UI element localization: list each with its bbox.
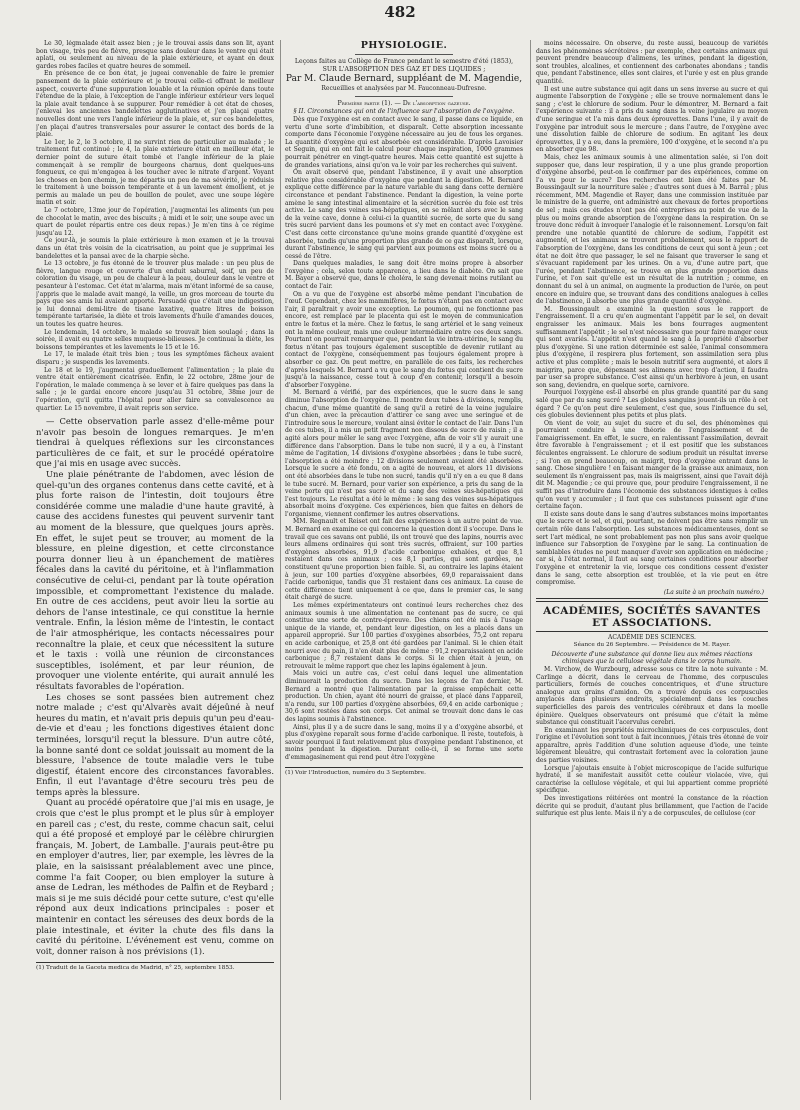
title-rule — [355, 54, 453, 55]
body-paragraph: En présence de ce bon état, je jugeai convenable de faire le premier pansement de la plaie extérieure et je trouvai celle-ci offrant le meilleur aspect, couverte d'une suppuration louable et la réunion opérée dans toute l'étendue de la plaie, à l'exception de l'angle inférieur extérieur vers lequel la plaie avait tendance à se suppurer. Pour remédier à cet état de choses, j'enlevai les anciennes bandelettes agglutinatives et j'en plaçai quatre nouvelles dont une vers l'angle inférieur de la plaie, et, sur ces bandelettes, j'en plaçai d'autres transversales pour assurer le contact des bords de la plaie. — [36, 70, 274, 139]
academies-heading: ACADÉMIES, SOCIÉTÉS SAVANTES ET ASSOCIATIONS. — [543, 604, 761, 629]
body-paragraph: Les mêmes expérimentateurs ont continué leurs recherches chez des animaux soumis à une alimentation ne contenant pas de sucre, ce qui constitue une sorte de contre-épreuve. Des chiens ont été mis à l'usage unique de la viande, et, pendant leur digestion, on les a placés dans un appareil approprié. Sur 100 parties d'oxygènes absorbées, 75,2 ont reparu en acide carbonique, et 25,8 ont été gardées par l'animal. Si le chien était nourri avec du pain, il n'en était plus de même : 91,2 reparaissaient en acide carbonique ; 8,7 restaient dans le corps. Si le chien était à jeun, on retrouvait le même rapport que chez les lapins également à jeun. — [285, 602, 523, 670]
column-middle — [285, 40, 523, 1100]
body-paragraph: Ainsi, plus il y a de sucre dans le sang, moins il y a d'oxygène absorbé, et plus d'oxygène reparaît sous forme d'acide carbonique. Il reste, toutefois, à savoir pourquoi il faut relativement plus d'oxygène pendant l'abstinence, et moins pendant la digestion. Durant celle-ci, il se forme une sorte d'emmagasinement qui rend peut être l'oxygène — [285, 723, 523, 761]
body-paragraph: Mais, chez les animaux soumis à une alimentation salée, si l'on doit supposer que, dans leur respiration, il y a une plus grande proportion d'oxygène absorbé, peut-on le confirmer par des expériences, comme on l'a vu pour le sucre? Des recherches ont bien été faites par M. Boussingault sur la nourriture salée ; d'autres sont dues à M. Barral ; plus récemment, MM. Magendie et Rayer, dans une commission instituée par le ministre de la guerre, ont administré aux chevaux de fortes proportions de sel ; mais ces études n'ont pas été entreprises au point de vue de la plus ou moins grande absorption de l'oxygène dans la respiration. On se trouve donc réduit à invoquer l'analogie et le raisonnement. Lorsqu'on fait prendre une notable quantité de chlorure de sodium, l'appétit est augmenté, et les animaux se trouvent probablement, sous le rapport de l'absorption de l'oxygène, dans les conditions de ceux qui sont à jeun ; cet état ne doit être que passager, le sel ne faisant que traverser le sang et s'évacuant rapidement par les urines. On a vu, d'une autre part, que l'urée, pendant l'abstinence, se trouve en plus grande proportion dans l'urine, et l'on sait qu'elle est un résultat de la nutrition ; comme, en donnant du sel à un animal, on augmente la production de l'urée, on peut encore en induire que, se trouvant dans des conditions analogues à celles de l'abstinence, il absorbe une plus grande quantité d'oxygène. — [536, 153, 768, 306]
footnote: (1) Voir l'Introduction, numéro du 3 Septembre. — [285, 770, 426, 777]
body-paragraph: Le lendemain, 14 octobre, le malade se trouvait bien soulagé ; dans la soirée, il avait eu quatre selles muqueuso-bilieuses. Je continuai la diète, les boissons tempérantes et les lavements le 15 et le 16. — [36, 328, 274, 351]
body-paragraph: M. Virchow, de Wurzbourg, adresse sous ce titre la note suivante : M. Carlinge a décrit, dans le cerveau de l'homme, des corpuscules particuliers, formés de couches concentriques, et d'une structure analogue aux grains d'amidon. On a trouvé depuis ces corpuscules amylacés dans plusieurs endroits, spécialement dans les couches superficielles des parois des ventricules cérébraux et dans la moelle épinière. Quelques observateurs ont présumé que c'était la même substance qui constituait l'acervulus cerebri. — [536, 665, 768, 727]
to-be-continued: (La suite à un prochain numéro.) — [663, 588, 764, 596]
body-paragraph: Le 13 octobre, je fus étonné de le trouver plus malade : un peu plus de fièvre, langue rouge et couverte d'un enduit saburral, soif, un peu de coloration du visage, un peu de chaleur à la peau, douleur dans le ventre et pesanteur à l'estomac. Cet état m'alarma, mais m'étant informé de sa cause, j'appris que le malade avait mangé, la veille, un gros morceau de tourte du pays que ses amis lui avaient apporté. Persuadé que c'était une indigestion, je lui donnai demi-litre de tisane laxative, quatre litres de boisson tempérante tartarisée, la diète et trois lavements d'huile d'amandes douces, un toutes les quatre heures. — [36, 260, 274, 328]
remarks-text: — Cette observation parle assez d'elle-même pour n'avoir pas besoin de longues remarques. Je m'en tiendrai à quelques réflexions sur les circonstances particulières de ce fait, et sur le procédé opératoire que j'ai mis en usage avec succès. — [36, 416, 274, 469]
body-paragraph: Lorsque j'ajoutais ensuite à l'objet microscopique de l'acide sulfurique hydraté, il se manifestait aussitôt cette couleur violacée, vive, qui caractérise la cellulose végétale, et qui lui appartient comme propriété spécifique. — [536, 764, 768, 795]
academy-name: ACADÉMIE DES SCIENCES. — [608, 633, 696, 641]
subsection-heading: § II. Circonstances qui ont de l'influence sur l'absorption de l'oxygène. — [293, 108, 515, 115]
session-line: Séance du 26 Septembre. — Présidence de M. Rayer. — [573, 641, 731, 648]
body-paragraph: Les choses se sont passées bien autrement chez notre malade ; c'est qu'Alvarès avait déjeûné à neuf heures du matin, et n'avait pris depuis qu'un peu d'eau-de-vie et d'eau ; les fonctions digestives étaient donc terminées, lorsqu'il reçut la blessure. D'un autre côté, la bonne santé dont ce soldat jouissait au moment de la blessure, l'absence de toute maladie vers le tube digestif, étaient encore des circonstances favorables. Enfin, il eut l'avantage d'être secouru très peu de temps après la blessure. — [36, 691, 274, 797]
body-paragraph: Dès que l'oxygène est en contact avec le sang, il passe dans ce liquide, en vertu d'une sorte d'imbibition, et disparaît. Cette absorption incessante comporte dans l'économie l'oxygène nécessaire au jeu de tous les organes. La quantité d'oxygène qui est absorbée est considérable. D'après Lavoisier et Seguin, qui en ont fait le calcul pour chaque inspiration, 1000 grammes pourrait pénétrer en vingt-quatre heures. Mais cette quantité est sujette à de grandes variations, ainsi qu'on va le voir par les recherches qui suivent. — [285, 116, 523, 169]
body-paragraph: MM. Regnault et Reiset ont fait des expériences à un autre point de vue. M. Bernard en examine ce qui concerne la question dont il s'occupe. Dans le travail que ces savans ont publié, ils ont trouvé que des lapins, nourris avec leurs alimens ordinaires qui sont très sucrés, offraient, sur 100 parties d'oxygènes absorbées, 91,9 d'acide carbonique exhalées, et que 8,1 restaient dans ces animaux ; ces 8,1 parties, qui sont gardées, ne constituent qu'une proportion bien faible. Si, au contraire les lapins étaient à jeun, sur 100 parties d'oxygène absorbées, 69,0 reparaissaient dans l'acide carbonique, tandis que 31 restaient dans ces animaux. La cause de cette différence tient uniquement à ce que, dans le premier cas, le sang était chargé de sucre. — [285, 518, 523, 602]
collected-by: Recueillies et analysées par M. Fauconneau-Dufresne. — [321, 85, 487, 92]
column-right — [536, 40, 768, 1100]
body-paragraph: Le 7 octobre, 13me jour de l'opération, j'augmentai les aliments (un peu de chocolat le matin, avec des biscuits ; à midi et le soir, une soupe avec un quart de poulet répartis entre ces deux repas.) Je m'en tins à ce régime jusqu'au 12. — [36, 207, 274, 237]
body-paragraph: Le 17, le malade était très bien ; tous les symptômes fâcheux avaient disparu ; je suspendis les lavements. — [36, 351, 274, 366]
column-divider — [530, 40, 531, 1100]
part-heading: Première partie (1). — De l'absorption gazeuse. — [337, 100, 471, 107]
lecture-line: Leçons faites au Collège de France pendant le semestre d'été (1853), — [294, 58, 514, 65]
body-paragraph: Mais voici un autre cas, c'est celui dans lequel une alimentation diminuerait la production du sucre. Dans les leçons de l'an dernier, M. Bernard a montré que l'alimentation par la graisse empêchait cette production. Un chien, ayant été nourri de graisse, et placé dans l'appareil, n'a rendu, sur 100 parties d'oxygène absorbées, 69,4 en acide carbonique ; 30,6 sont restées dans son corps. Cet animal se trouvait donc dans le cas des lapins soumis à l'abstinence. — [285, 670, 523, 723]
body-paragraph: Il existe sans doute dans le sang d'autres substances moins importantes que le sucre et le sel, et qui, pourtant, ne doivent pas être sans remplir un certain rôle dans l'absorption. Les substances médicamenteuses, dont se sert l'art médical, ne sont probablement pas non plus sans avoir quelque influence sur l'absorption de l'oxygène par le sang. La continuation de semblables études ne peut manquer d'avoir son application en médecine ; car si, à l'état normal, il faut au sang certaines conditions pour absorber l'oxygène et entretenir la vie, lorsque ces conditions cessent d'exister dans le sang, cette absorption est troublée, et la vie peut en être compromise. — [536, 510, 768, 587]
footnote-rule — [36, 962, 274, 963]
article-title: Découverte d'une substance qui donne lieu aux mêmes réactions chimiques que la cellulose végétale dans le corps humain. — [551, 650, 753, 666]
body-paragraph: M. Boussingault a examiné la question sous le rapport de l'engraissement. Il a cru qu'en augmentant l'appétit par le sel, on devait engraisser les animaux. Mais les bons fourrages augmentent suffisamment l'appétit ; le sel n'est nécessaire que pour faire manger ceux qui sont avariés. L'appétit n'est quand le sang à la propriété d'absorber plus d'oxygène. Si une ration déterminée est salée, l'animal consommera plus d'oxygène, il respirera plus fortement, son assimilation sera plus active et plus complète ; mais le besoin nutritif sera augmenté, et alors il maigrira, parce que, dépensant ses alimens avec trop d'action, il faudra par user sa propre substance. C'est ainsi qu'un herbivore à jeun, en usant son sang, deviendra, en quelque sorte, carnivore. — [536, 305, 768, 389]
body-paragraph: On avait observé que, pendant l'abstinence, il y avait une absorption relative plus considérable d'oxygène que pendant la digestion. M. Bernard explique cette différence par la nature variable du sang dans cette dernière circonstance et pendant l'abstinence. Pendant la digestion, la veine porte amène le sang intestinal alimentaire et la sécrétion sucrée du foie est très active. Le sang des veines sus-hépatiques, en se mêlant alors avec le sang de la veine cave, donne à celui-ci la quantité sucrée, de sorte que du sang très sucré parvient dans les poumons et s'y met en contact avec l'oxygène. C'est dans cette circonstance qu'une moins grande quantité d'oxygène est absorbée, tandis qu'une proportion plus grande de ce gaz disparaît, lorsque, durant l'abstinence, le sang qui parvient aux poumons est moins sucré ou a cessé de l'être. — [285, 169, 523, 260]
body-paragraph: Le 1er, le 2, le 3 octobre, il ne survint rien de particulier au malade ; le traitement fut continué ; le 4, la plaie extérieure était en meilleur état, le dernier point de suture était tombé et l'angle inférieur de la plaie commençait à se remplir de bourgeons charnus, dont quelques-uns fongueux, ce qui m'engagea à les toucher avec le nitrate d'argent. Voyant les choses en bon chemin, je me départis un peu de ma sévérité, je réduisis le traitement à une boisson tempérante et à un lavement émollient, et je permis au malade un peu de bouillon de poulet, avec une soupe légère matin et soir. — [36, 138, 274, 207]
divider — [355, 96, 453, 97]
body-paragraph: Il est une autre substance qui agit dans un sens inverse au sucre et qui augmente l'absorption de l'oxygène ; elle se trouve normalement dans le sang ; c'est le chlorure de sodium. Pour le démontrer, M. Bernard a fait l'expérience suivante : il a pris du sang dans la veine jugulaire au moyen d'une seringue et l'a mis dans deux éprouvettes. Dans l'une, il y avait de l'oxygène par introduit sous le mercure ; dans l'autre, de l'oxygène avec une dissolution faible de chlorure de sodium. En agitant les deux éprouvettes, il y a eu, dans la première, 100 d'oxygène, et le second n'a pu en absorber que 98. — [536, 85, 768, 154]
body-paragraph: moins nécessaire. On observe, du reste aussi, beaucoup de variétés dans les phénomènes sécrétoires : par exemple, chez certains animaux qui peuvent prendre beaucoup d'alimens, les urines, pendant la digestion, sont troubles, alcalines, et contiennent des carbonates abondans ; tandis que, pendant l'abstinence, elles sont claires, et l'urée y est en plus grande quantité. — [536, 40, 768, 85]
body-paragraph: On vient de voir, au sujet du sucre et du sel, des phénomènes qui pourraient conduire à une théorie de l'engraissement et de l'amaigrissement. En effet, le sucre, en ralentissant l'assimilation, devrait être favorable à l'engraissement ; et il est positif que les substances féculentes engraissent. Le chlorure de sodium produit un résultat inverse ; si l'on en prend beaucoup, on maigrit, trop d'oxygène entrant dans le sang. Chose singulière ! en faisant manger de la graisse aux animaux, non seulement ils n'engraissent pas, mais ils maigrissent, ainsi que l'avait déjà dit M. Magendie ; ce qui prouve que, pour produire l'engraissement, il ne suffit pas d'introduire dans l'économie des substances identiques à celles qu'on veut y accumuler ; il faut que ces substances puissent agir d'une certaine façon. — [536, 419, 768, 511]
footnote: (1) Traduit de la Gaceta medica de Madrid, n° 25, septembre 1853. — [36, 965, 235, 972]
body-paragraph: Le 18 et le 19, j'augmentai graduellement l'alimentation ; la plaie du ventre était entièrement cicatrisée. Enfin, le 22 octobre, 28me jour de l'opération, le malade commença à se lever et à faire quelques pas dans la salle ; je le gardai encore encore jusqu'au 31 octobre, 38me jour de l'opération, qu'il quitta l'hôpital pour aller faire sa convalescence au quartier. Le 15 novembre, il avait repris son service. — [36, 366, 274, 412]
body-paragraph: M. Bernard a vérifié, par des expériences, que le sucre dans le sang diminue l'absorption de l'oxygène. Il montre deux tubes à divisions, remplis, chacun, d'une même quantité de sang qu'il a retiré de la veine jugulaire d'un chien, avec la précaution d'attirer ce sang avec une seringue et de l'introduire sous le mercure, voulant ainsi éviter le contact de l'air. Dans l'un de ces tubes, il a mis un petit fragment non dissous de sucre de raisin ; il a agité alors pour mêler le sang avec l'oxygène, afin de voir s'il y aurait une différence dans l'absorption. Dans le tube non sucré, il y a eu, à l'instant même de l'agitation, 14 divisions d'oxygène absorbées ; dans le tube sucré, l'absorption a été moindre ; 12 divisions seulement avaient été absorbées. Lorsque le sucre a été fondu, on a agité de nouveau, et alors 11 divisions ont été absorbées dans le tube non sucré, tandis qu'il n'y en a eu que 8 dans le tube sucré. M. Bernard, pour varier son expérience, a pris du sang de la veine porte qui n'est pas sucré et du sang des veines sus-hépatiques qui l'est toujours. Le résultat a été le même : le sang des veines sus-hépatiques absorbait moins d'oxygène. Ces expériences, bien que faites en dehors de l'organisme, viennent confirmer les autres observations. — [285, 389, 523, 518]
remarks-paragraph — [36, 416, 274, 469]
section-rule — [536, 601, 768, 602]
body-paragraph: Pourquoi l'oxygène est-il absorbé en plus grande quantité par du sang salé que par du sang sucré ? Les globules sanguins jouent-ils un rôle à cet égard ? Ce qu'on peut dire seulement, c'est que, sous l'influence du sel, ces globules deviennent plus petits et plus plats. — [536, 389, 768, 420]
section-rule — [536, 631, 768, 632]
footnote-rule — [285, 767, 523, 768]
body-paragraph: Le 30, légmalade était assez bien ; je le trouvai assis dans son lit, ayant bon visage, très peu de fièvre, presque sans douleur dans le ventre qui était aplati, ou seulement au niveau de la plaie extérieure, et ayant en deux gardes robes faciles et quatre heures de sommeil. — [36, 40, 274, 70]
column-divider — [280, 40, 281, 1100]
body-paragraph: Dans quelques maladies, le sang doit être moins propre à absorber l'oxygène ; cela, selon toute apparence, a lieu dans le diabète. On sait que M. Bayer a observé que, dans le choléra, le sang devenait moins rutilant au contact de l'air. — [285, 260, 523, 291]
body-paragraph: Quant au procédé opératoire que j'ai mis en usage, je crois que c'est le plus prompt et le plus sûr à employer en pareil cas ; c'est, du reste, comme chacun sait, celui qui a été proposé et employé par le célèbre chirurgien français, M. Jobert, de Lamballe. J'aurais peut-être pu en employer d'autres, lier, par exemple, les lèvres de la plaie, en la saisissant préalablement avec une pince, comme l'a fait Cooper, ou bien employer la suture à anse de Ledran, les méthodes de Palfin et de Reybard ; mais si je me suis décidé pour cette suture, c'est qu'elle répond aux deux indications principales : poser et maintenir en contact les séreuses des deux bords de la plaie intestinale, et éviter la chute des fils dans la cavité du péritoine. L'événement est venu, comme on voit, donner raison à nos prévisions (1). — [36, 797, 274, 956]
body-paragraph: Une plaie pénétrante de l'abdomen, avec lésion de quel-qu'un des organes contenus dans cette cavité, et à plus forte raison de l'intestin, doit toujours être considérée comme une maladie d'une haute gravité, à cause des accidens funestes qui peuvent survenir tant au moment de la blessure, que quelques jours après. En effet, le sujet peut se trouver, au moment de la blessure, en pleine digestion, et cette circonstance pourra donner lieu à un épanchement de matières fécales dans la cavité du péritoine, et à l'inflammation consécutive de celui-ci, pendant par là toute opération impossible, et compromettant l'existence du malade. En outre de ces accidens, peut avoir lieu la sortie au dehors de l'anse intestinale, ce qui constitue la hernie ventrale. Enfin, la lésion même de l'intestin, le contact de l'air atmosphérique, les contacts nécessaires pour reconnaître la plaie, et ceux que nécessitent la suture et le taxis : voilà une réunion de circonstances susceptibles, isolément, et par leur réunion, de provoquer une violente entérite, qui aurait annulé les résultats favorables de l'opération. — [36, 469, 274, 691]
section-title: PHYSIOLOGIE. — [360, 40, 448, 51]
body-paragraph: Des investigations réitérées ont montré la constance de la réaction décrite qui se produit, d'autant plus brillamment, que l'action de l'acide sulfurique est plus lente. Mais il n'y a de corpuscules, de cellulose (cor — [536, 795, 768, 818]
body-paragraph: On a vu que de l'oxygène est absorbé même pendant l'incubation de l'œuf. Cependant, chez les mammifères, le fœtus n'étant pas en contact avec l'air, il paraîtrait y avoir une exception. Le poumon, qui ne fonctionne pas encore, est remplacé par le placenta qui est le moyen de communication entre le fœtus et la mère. Chez le fœtus, le sang artériel et le sang veineux ont la même couleur, mais une couleur intermédiaire entre ces deux sangs. Pourtant on pourrait remarquer que, pendant la vie intra-utérine, le sang du fœtus n'étant pas toujours également susceptible de devenir rutilant au contact de l'oxygène, conséquemment pas toujours également propre à absorber ce gaz. On peut mettre, en parallèle de ces faits, les recherches d'après lesquels M. Bernard a vu que le sang du fœtus qui contient du sucre jusqu'à la naissance, cesse tout à coup d'en contenir, lorsqu'il a besoin d'absorber l'oxygène. — [285, 290, 523, 389]
body-paragraph: Ce jour-là, je soumis la plaie extérieure à mon examen et je la trouvai dans un état très voisin de la cicatrisation, au point que je supprimai les bandelettes et la pansai avec de la charpie sèche. — [36, 237, 274, 260]
page-number: 482 — [384, 3, 416, 21]
author-line: Par M. Claude Bernard, suppléant de M. Magendie, — [285, 74, 523, 84]
column-left — [36, 40, 274, 1100]
body-paragraph: En examinant les propriétés microchimiques de ces corpuscules, dont l'origine et l'évolution sont tout à fait inconnues, j'étais très étonné de voir apparaître, après l'addition d'une solution aqueuse d'iode, une teinte légèrement bleuâtre, qui contrastait fortement avec la coloration jaune des parties voisines. — [536, 726, 768, 765]
lecture-topic: SUR L'ABSORPTION DES GAZ ET DES LIQUIDES ; — [322, 66, 486, 73]
section-rule — [536, 598, 768, 599]
